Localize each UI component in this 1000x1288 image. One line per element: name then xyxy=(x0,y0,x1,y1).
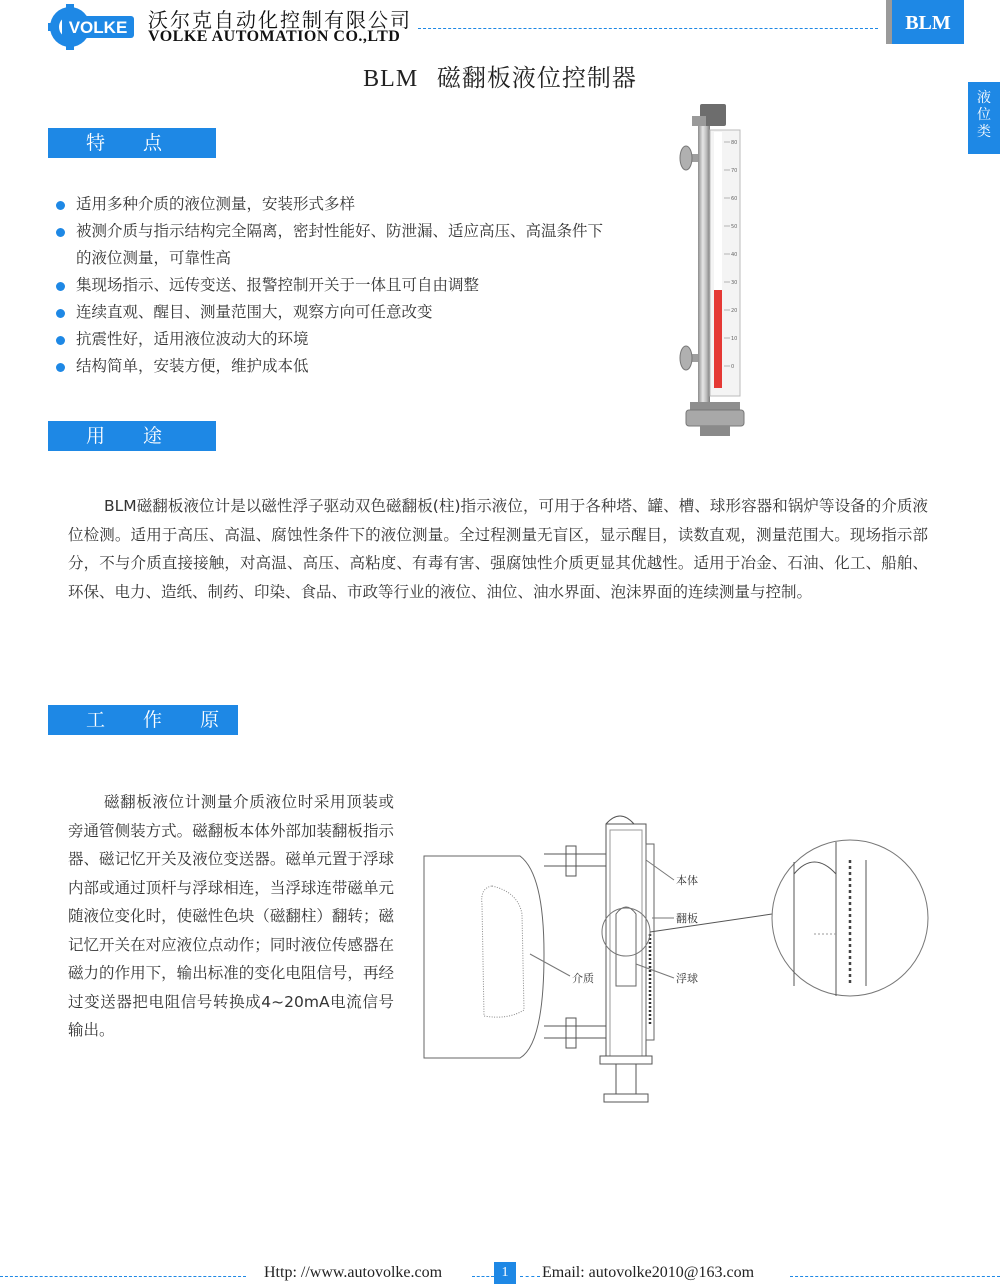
principle-paragraph: 磁翻板液位计测量介质液位时采用顶装或旁通管侧装方式。磁翻板本体外部加装翻板指示器、磁记忆开关及液位变送器。磁单元置于浮球内部或通过顶杆与浮球相连，当浮球连带磁单元随液位变化时，使磁性色块（磁翻柱）翻转；磁记忆开关在对应液位点动作；同时液位传感器在磁力的作用下，输出标准的变化电阻信号，再经过变送器把电阻信号转换成4~20mA电流信号输出。 xyxy=(68,793,394,1039)
diagram-label-body: 本体 xyxy=(676,874,698,887)
diagram-label-flap: 翻板 xyxy=(676,912,698,925)
list-item: 适用多种介质的液位测量，安装形式多样 xyxy=(56,191,616,218)
page-title xyxy=(0,58,1000,93)
company-name-en: VOLKE AUTOMATION CO.,LTD xyxy=(148,28,401,45)
logo-text: VOLKE xyxy=(68,18,128,37)
scale-label: 40 xyxy=(731,252,738,258)
scale-label: 50 xyxy=(731,224,738,230)
footer-rule xyxy=(0,1276,246,1277)
usage-paragraph: BLM磁翻板液位计是以磁性浮子驱动双色磁翻板(柱)指示液位，可用于各种塔、罐、槽、球形容器和锅炉等设备的介质液位检测。适用于高压、高温、腐蚀性条件下的液位测量。全过程测量无盲区，显示醒目，读数直观，测量范围大。现场指示部分，不与介质直接接触，对高温、高压、高粘度、有毒有害、强腐蚀性介质更显其优越性。适用于冶金、石油、化工、船舶、环保、电力、造纸、制药、印染、食品、市政等行业的液位、油位、油水界面、泡沫界面的连续测量与控制。 xyxy=(68,497,928,601)
scale-label: 20 xyxy=(731,308,738,314)
scale-label: 80 xyxy=(731,140,738,146)
list-item: 抗震性好，适用液位波动大的环境 xyxy=(56,326,616,353)
page-number: 1 xyxy=(494,1262,516,1284)
list-item: 被测介质与指示结构完全隔离，密封性能好、防泄漏、适应高压、高温条件下的液位测量，可靠性高 xyxy=(56,218,616,272)
footer-rule xyxy=(790,1276,1000,1277)
category-tab-label: 液位类 xyxy=(977,90,991,140)
scale-label: 10 xyxy=(731,336,738,342)
footer-website[interactable]: Http: //www.autovolke.com xyxy=(264,1264,443,1281)
principle-heading: 工 作 原 理 xyxy=(48,705,238,735)
header-rule xyxy=(418,28,878,29)
footer-rule xyxy=(520,1276,540,1277)
principle-diagram xyxy=(420,814,960,1114)
usage-heading: 用 途 xyxy=(48,421,216,451)
list-item: 连续直观、醒目、测量范围大，观察方向可任意改变 xyxy=(56,299,616,326)
company-name-cn: 沃尔克自动化控制有限公司 xyxy=(148,8,412,32)
diagram-label-float: 浮球 xyxy=(676,972,698,985)
scale-label: 70 xyxy=(731,168,738,174)
scale-label: 0 xyxy=(731,364,735,370)
company-logo xyxy=(48,4,136,50)
scale-label: 60 xyxy=(731,196,738,202)
features-heading: 特 点 xyxy=(48,128,216,158)
diagram-label-medium: 介质 xyxy=(572,972,594,985)
model-badge: BLM xyxy=(892,0,964,44)
title-name: 磁翻板液位控制器 xyxy=(436,64,637,92)
scale-label: 30 xyxy=(731,280,738,286)
list-item: 结构简单，安装方便，维护成本低 xyxy=(56,353,616,380)
title-model: BLM xyxy=(363,66,419,92)
footer-email[interactable]: Email: autovolke2010@163.com xyxy=(542,1264,755,1281)
list-item: 集现场指示、远传变送、报警控制开关于一体且可自由调整 xyxy=(56,272,616,299)
footer-rule xyxy=(472,1276,494,1277)
product-image xyxy=(676,102,752,438)
features-list xyxy=(56,191,616,380)
